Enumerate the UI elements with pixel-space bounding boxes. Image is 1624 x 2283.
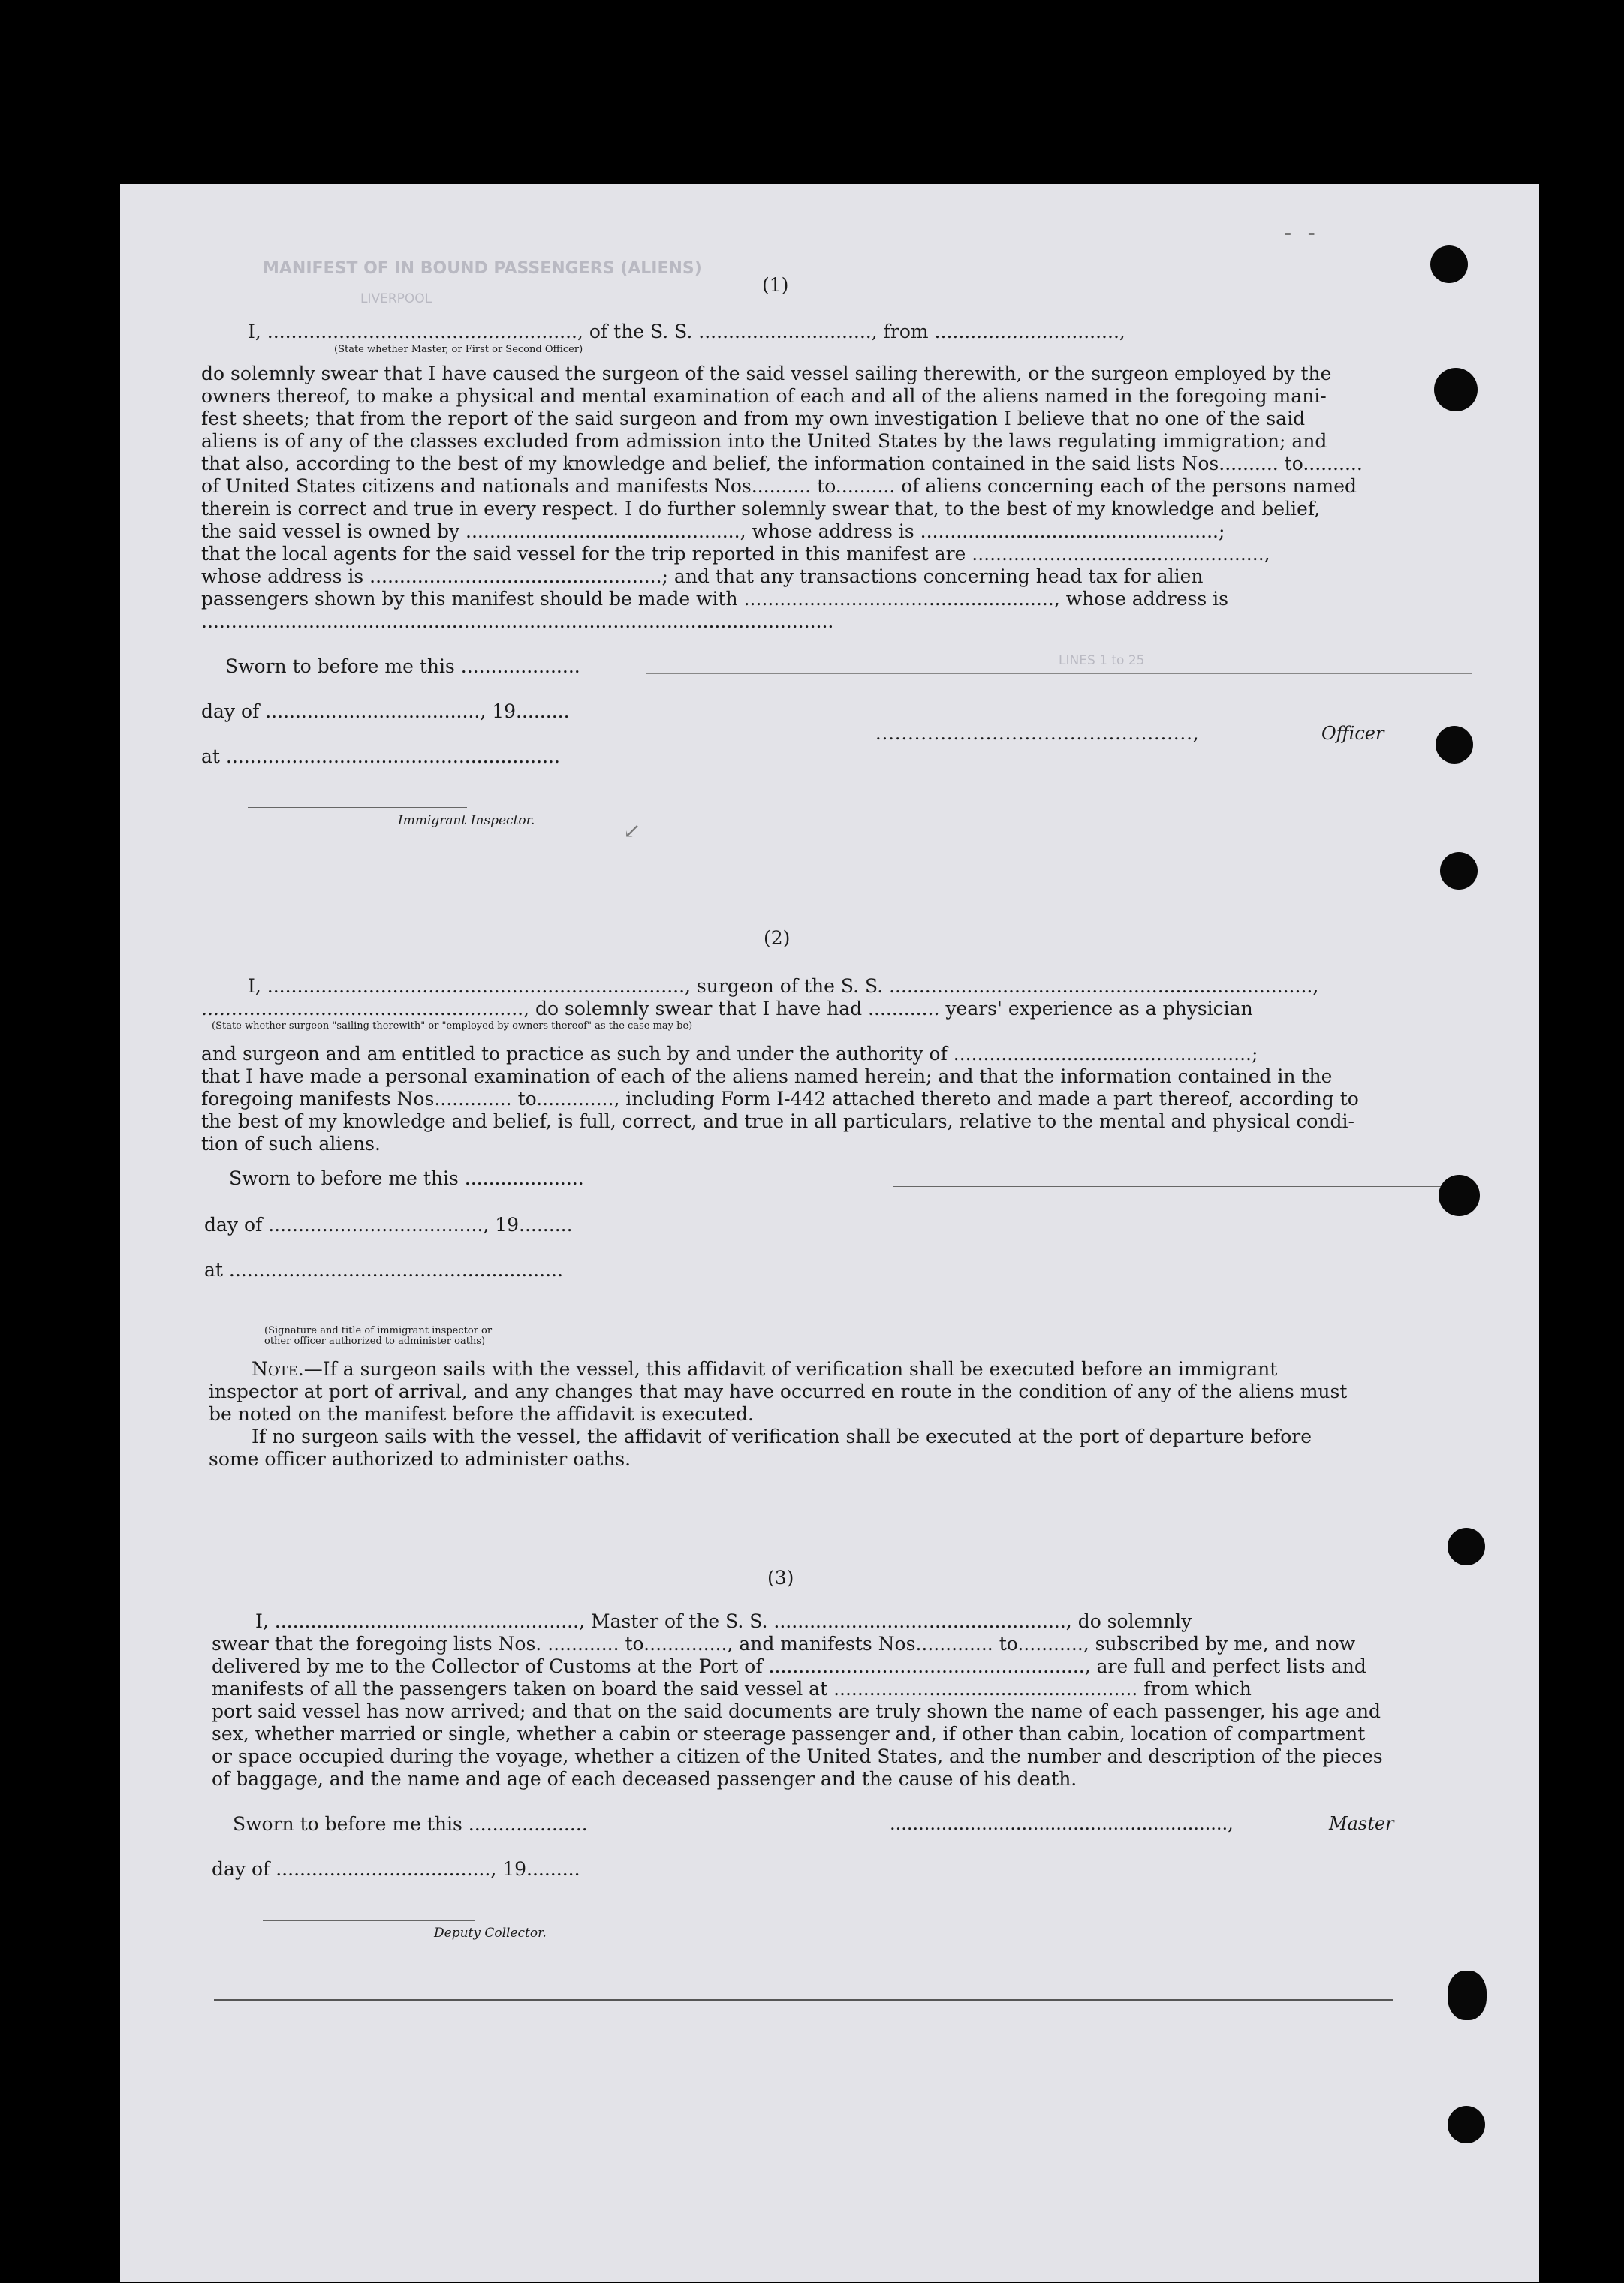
section-1-day: day of ...................................., 19......... bbox=[201, 700, 570, 722]
section-3-number: (3) bbox=[767, 1567, 794, 1589]
surgeon-note: (State whether surgeon "sailing therewith" or "employed by owners thereof" as the case may be) bbox=[212, 1020, 693, 1032]
punch-hole bbox=[1434, 368, 1478, 411]
section-1-line-6: of United States citizens and nationals and manifests Nos.......... to.......... of aliens concerning each of the persons named bbox=[201, 475, 1357, 497]
section-1-line-2: owners thereof, to make a physical and mental examination of each and all of the aliens named in the foregoing mani- bbox=[201, 385, 1327, 407]
ghost-header-port: LIVERPOOL bbox=[360, 291, 432, 306]
section-1-line-3: fest sheets; that from the report of the said surgeon and from my own investigation I believe that no one of the said bbox=[201, 408, 1306, 429]
section-3-sworn: Sworn to before me this .................... bbox=[233, 1813, 588, 1835]
pen-mark: ↙ bbox=[623, 818, 641, 843]
section-1-number: (1) bbox=[762, 274, 789, 296]
section-1-line-5: that also, according to the best of my knowledge and belief, the information contained in the said lists Nos.......... to.......... bbox=[201, 453, 1363, 474]
section-2-at: at ........................................................ bbox=[204, 1259, 563, 1281]
corner-mark: - - bbox=[1284, 220, 1320, 246]
note-line-3: be noted on the manifest before the affidavit is executed. bbox=[209, 1403, 754, 1425]
surgeon-line: I, ......................................................................, surgeon of the S. S. ......................................................................., bbox=[248, 975, 1319, 997]
punch-hole bbox=[1448, 2106, 1485, 2143]
note-line-2: inspector at port of arrival, and any changes that may have occurred en route in the condition of any of the aliens must bbox=[209, 1381, 1348, 1402]
officer-line: I, ...................................................., of the S. S. ............................., from ..............................., bbox=[248, 321, 1125, 342]
section-3-master-label: Master bbox=[1329, 1813, 1394, 1834]
section-1-line-1: do solemnly swear that I have caused the surgeon of the said vessel sailing therewith, or the surgeon employed by the bbox=[201, 363, 1332, 384]
section-2-number: (2) bbox=[764, 927, 791, 949]
section-1-line-8: the said vessel is owned by .............................................., whose address is ..................................................; bbox=[201, 520, 1225, 542]
punch-hole bbox=[1439, 1175, 1480, 1216]
officer-note: (State whether Master, or First or Second Officer) bbox=[334, 344, 583, 355]
section-1-line-9: that the local agents for the said vessel for the trip reported in this manifest are ................................................., bbox=[201, 543, 1270, 565]
section-1-line-12: .......................................................................................................... bbox=[201, 610, 834, 632]
punch-hole bbox=[1448, 1528, 1485, 1565]
section-1-line-11: passengers shown by this manifest should be made with ...................................................., whose address is bbox=[201, 588, 1228, 610]
punch-hole bbox=[1430, 245, 1468, 283]
section-2-sig-note-1: (Signature and title of immigrant inspector or bbox=[264, 1325, 493, 1336]
bottom-rule bbox=[214, 1999, 1393, 2001]
section-3-line-4: manifests of all the passengers taken on board the said vessel at ................................................... from which bbox=[212, 1678, 1252, 1700]
section-1-sworn: Sworn to before me this .................... bbox=[225, 655, 580, 677]
section-1-at: at ........................................................ bbox=[201, 745, 560, 767]
note-line-5: some officer authorized to administer oaths. bbox=[209, 1448, 631, 1470]
deputy-collector-label: Deputy Collector. bbox=[434, 1926, 547, 1941]
note-line-1 bbox=[252, 1358, 1277, 1381]
section-3-line-2: swear that the foregoing lists Nos. ............ to.............., and manifests Nos............. to..........., subscribed by me, and now bbox=[212, 1633, 1356, 1655]
ghost-header-lines: LINES 1 to 25 bbox=[1059, 653, 1145, 668]
section-3-line-1: I, ..................................................., Master of the S. S. ................................................., do solemnly bbox=[255, 1610, 1192, 1632]
section-3-day: day of ...................................., 19......... bbox=[212, 1858, 580, 1880]
deputy-collector-signature-line bbox=[263, 1920, 475, 1921]
section-3-line-6: sex, whether married or single, whether a cabin or steerage passenger and, if other than cabin, location of compartment bbox=[212, 1723, 1366, 1745]
section-1-line-4: aliens is of any of the classes excluded from admission into the United States by the laws regulating immigration; and bbox=[201, 430, 1327, 452]
punch-hole bbox=[1436, 726, 1473, 764]
section-2-sworn: Sworn to before me this .................... bbox=[229, 1167, 584, 1189]
surgeon-experience-line: ......................................................, do solemnly swear that I have had ............ years' experience as a physician bbox=[201, 998, 1253, 1020]
section-3-line-5: port said vessel has now arrived; and that on the said documents are truly shown the name of each passenger, his age and bbox=[212, 1700, 1381, 1722]
section-1-sworn-rule bbox=[646, 673, 1472, 674]
note-text-1: —If a surgeon sails with the vessel, this affidavit of verification shall be executed before an immigrant bbox=[303, 1358, 1278, 1380]
section-1-line-10: whose address is .................................................; and that any transactions concerning head tax for alien bbox=[201, 565, 1204, 587]
section-3-line-8: of baggage, and the name and age of each deceased passenger and the cause of his death. bbox=[212, 1768, 1077, 1790]
section-3-line-7: or space occupied during the voyage, whether a citizen of the United States, and the number and description of the pieces bbox=[212, 1745, 1383, 1767]
note-label: Note. bbox=[252, 1358, 304, 1380]
section-2-line-1: and surgeon and am entitled to practice as such by and under the authority of ..................................................; bbox=[201, 1043, 1258, 1065]
section-1-officer-label: Officer bbox=[1321, 723, 1384, 744]
manifest-page bbox=[120, 184, 1539, 2282]
punch-hole bbox=[1440, 852, 1478, 890]
punch-hole bbox=[1448, 1971, 1487, 2020]
section-2-line-5: tion of such aliens. bbox=[201, 1133, 381, 1155]
inspector-label: Immigrant Inspector. bbox=[398, 813, 535, 828]
inspector-signature-line bbox=[248, 807, 467, 808]
section-2-sig-note-2: other officer authorized to administer oaths) bbox=[264, 1336, 486, 1347]
section-1-officer-dots: ................................................., bbox=[875, 723, 1200, 744]
surgeon-signature-line bbox=[893, 1186, 1468, 1187]
section-1-line-7: therein is correct and true in every respect. I do further solemnly swear that, to the best of my knowledge and belief, bbox=[201, 498, 1321, 520]
section-3-line-3: delivered by me to the Collector of Customs at the Port of ....................................................., are full and perfect lists and bbox=[212, 1655, 1366, 1677]
section-2-day: day of ...................................., 19......... bbox=[204, 1214, 573, 1236]
section-3-master-dots: ..........................................................., bbox=[890, 1813, 1234, 1834]
ghost-header-title: MANIFEST OF IN BOUND PASSENGERS (ALIENS) bbox=[263, 259, 702, 278]
section-2-line-2: that I have made a personal examination of each of the aliens named herein; and that the information contained in the bbox=[201, 1065, 1333, 1087]
section-2-line-3: foregoing manifests Nos............. to............., including Form I-442 attached thereto and made a part thereof, according to bbox=[201, 1088, 1359, 1110]
note-line-4: If no surgeon sails with the vessel, the affidavit of verification shall be executed at the port of departure before bbox=[252, 1426, 1312, 1447]
section-2-line-4: the best of my knowledge and belief, is full, correct, and true in all particulars, relative to the mental and physical condi- bbox=[201, 1110, 1354, 1132]
